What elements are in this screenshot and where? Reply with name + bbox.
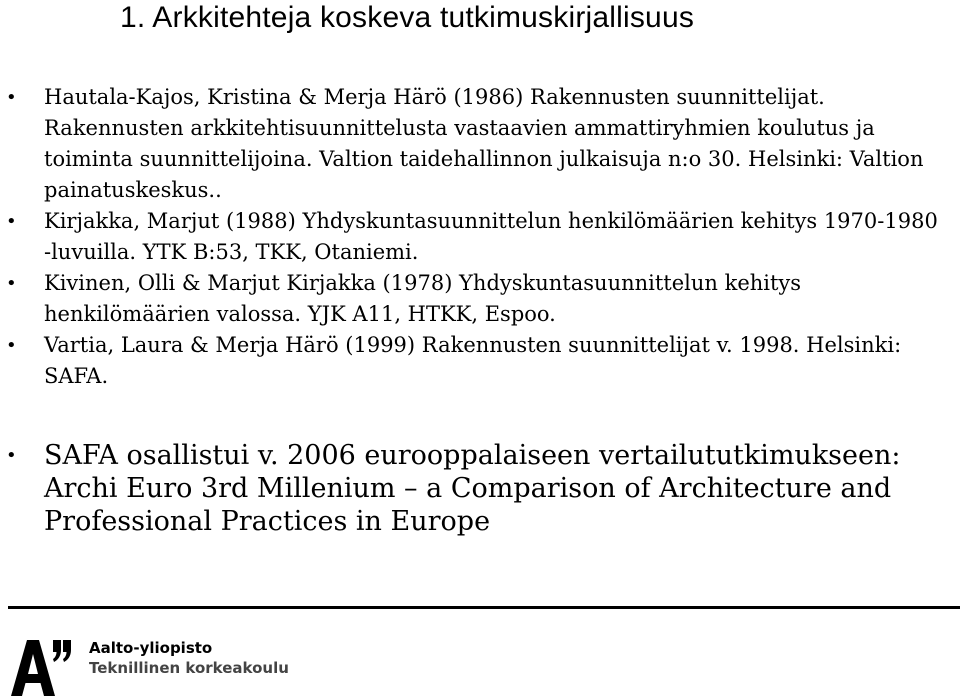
school-name: Teknillinen korkeakoulu [89,659,289,677]
reference-text: Hautala-Kajos, Kristina & Merja Härö (1986) Rakennusten suunnittelijat. Rakennusten arkkitehtisuunnittelusta vastaavien ammattiryhmien koulutus ja toiminta suunnittelijoina. Valtion taidehallinnon julkaisuja n:o 30. Helsinki: Valtion painatuskeskus.. [44,85,924,202]
highlight-text: SAFA osallistui v. 2006 eurooppalaiseen vertailututkimukseen: Archi Euro 3rd Millenium – a Comparison of Architecture and Professional Practices in Europe [44,440,901,537]
bullet-icon: • [6,335,17,356]
reference-item [0,268,960,330]
bullet-icon: • [6,445,17,466]
slide-title: 1. Arkkitehteja koskeva tutkimuskirjallisuus [120,1,695,34]
bullet-icon: • [6,273,17,294]
reference-text: Vartia, Laura & Merja Härö (1999) Rakennusten suunnittelijat v. 1998. Helsinki: SAFA. [44,333,902,388]
reference-list [0,82,960,538]
reference-item [0,82,960,206]
footer-divider [8,606,960,609]
university-name: Aalto-yliopisto [89,639,213,657]
bullet-icon: • [6,87,17,108]
reference-item [0,206,960,268]
highlight-item [0,439,960,538]
reference-text: Kivinen, Olli & Marjut Kirjakka (1978) Yhdyskuntasuunnittelun kehitys henkilömäärien valossa. YJK A11, HTKK, Espoo. [44,271,802,326]
bullet-icon: • [6,211,17,232]
reference-text: Kirjakka, Marjut (1988) Yhdyskuntasuunnittelun henkilömäärien kehitys 1970-1980 -luvuilla. YTK B:53, TKK, Otaniemi. [44,209,938,264]
aalto-logo-icon [9,632,73,696]
reference-item [0,330,960,392]
footer-logo-text [89,638,289,678]
